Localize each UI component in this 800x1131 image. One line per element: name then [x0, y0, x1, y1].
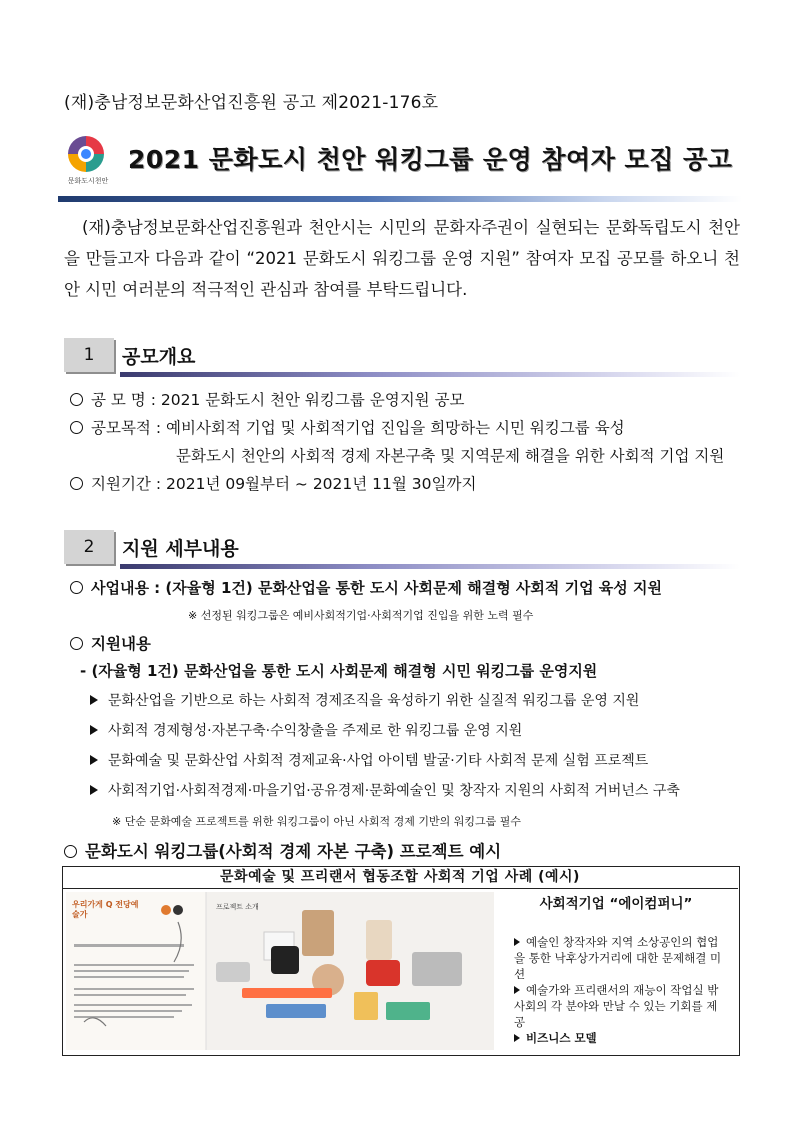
support-subtitle: - (자율형 1건) 문화산업을 통한 도시 사회문제 해결형 시민 워킹그룹 운영지원 — [80, 662, 598, 680]
support-note: ※ 단순 문화예술 프로젝트를 위한 워킹그룹이 아닌 사회적 경제 기반의 워킹그룹 필수 — [112, 815, 521, 828]
support-label: 지원내용 — [91, 635, 151, 653]
section-1-title: 공모개요 — [122, 346, 196, 368]
notice-number: (재)충남정보문화산업진흥원 공고 제2021-176호 — [64, 93, 439, 113]
triangle-bullet-icon — [90, 725, 98, 735]
circle-bullet-icon — [70, 637, 83, 650]
photo-label: 프로젝트 소개 — [216, 903, 259, 911]
side-title: 사회적기업 “에이컴퍼니” — [539, 896, 693, 912]
triangle-bullet-icon — [90, 785, 98, 795]
overview-name-value: : 2021 문화도시 천안 워킹그룹 운영지원 공모 — [150, 391, 465, 409]
example-title: 문화도시 워킹그룹(사회적 경제 자본 구축) 프로젝트 예시 — [85, 842, 502, 861]
section-1-number: 1 — [64, 338, 114, 372]
triangle-bullet-icon — [514, 986, 520, 994]
overview-period-value: : 2021년 09월부터 ~ 2021년 11월 30일까지 — [155, 475, 477, 493]
example-photo — [66, 892, 494, 1050]
example-box-header: 문화예술 및 프리랜서 협동조합 사회적 기업 사례 (예시) — [62, 866, 738, 889]
section-1-bar — [120, 372, 740, 377]
support-row — [70, 632, 151, 654]
example-title-row — [64, 838, 501, 862]
circle-bullet-icon — [70, 421, 83, 434]
triangle-bullet-icon — [514, 1034, 520, 1042]
side-item-2: 예술가와 프리랜서의 재능이 작업실 밖 사회의 각 분야와 만날 수 있는 기회를 제공 — [514, 983, 719, 1029]
overview-purpose-value: : 예비사회적 기업 및 사회적기업 진입을 희망하는 시민 워킹그룹 육성 — [155, 419, 625, 437]
circle-bullet-icon — [64, 845, 77, 858]
support-bullet-4: 사회적기업·사회적경제·마을기업·공유경제·문화예술인 및 창작자 지원의 사회적 거버넌스 구축 — [90, 780, 680, 800]
overview-name-row — [70, 388, 465, 410]
overview-purpose-label: 공모목적 — [91, 419, 151, 437]
side-item-1: 예술인 창작자와 지역 소상공인의 협업을 통한 낙후상가거리에 대한 문제해결 미션 — [514, 935, 722, 981]
triangle-bullet-icon — [90, 695, 98, 705]
circle-bullet-icon — [70, 477, 83, 490]
circle-bullet-icon — [70, 581, 83, 594]
intro-paragraph: (재)충남정보문화산업진흥원과 천안시는 시민의 문화자주권이 실현되는 문화독립도시 천안을 만들고자 다음과 같이 “2021 문화도시 워킹그룹 운영 지원” 참여자 모집 공모를 하오니 천안 시민 여러분의 적극적인 관심과 참여를 부탁드립니다. — [64, 218, 740, 299]
business-text: 사업내용 : (자율형 1건) 문화산업을 통한 도시 사회문제 해결형 사회적 기업 육성 지원 — [91, 579, 662, 597]
logo-caption: 문화도시천안 — [67, 177, 109, 185]
overview-purpose-line2: 문화도시 천안의 사회적 경제 자본구축 및 지역문제 해결을 위한 사회적 기업 지원 — [176, 447, 725, 465]
business-note: ※ 선정된 워킹그룹은 예비사회적기업·사회적기업 진입을 위한 노력 필수 — [188, 609, 534, 622]
title-underline — [58, 196, 742, 202]
section-2-number: 2 — [64, 530, 114, 564]
circle-bullet-icon — [70, 393, 83, 406]
section-2-bar — [120, 564, 740, 569]
photo-brand: 우리가게 Q 전당예술가 — [72, 900, 139, 919]
section-2-title: 지원 세부내용 — [122, 538, 239, 560]
page-title: 2021 문화도시 천안 워킹그룹 운영 참여자 모집 공고 — [128, 145, 733, 174]
triangle-bullet-icon — [514, 938, 520, 946]
side-item-3: 비즈니스 모델 — [514, 1030, 724, 1046]
overview-name-label: 공 모 명 — [91, 391, 146, 409]
support-bullet-1: 문화산업을 기반으로 하는 사회적 경제조직을 육성하기 위한 실질적 워킹그룹 운영 지원 — [90, 690, 639, 710]
triangle-bullet-icon — [90, 755, 98, 765]
overview-period-row — [70, 472, 476, 494]
support-bullet-2: 사회적 경제형성·자본구축·수익창출을 주제로 한 워킹그룹 운영 지원 — [90, 720, 522, 740]
overview-purpose-row — [70, 416, 625, 438]
support-bullet-3: 문화예술 및 문화산업 사회적 경제교육·사업 아이템 발굴·기타 사회적 문제 실험 프로젝트 — [90, 750, 648, 770]
overview-period-label: 지원기간 — [91, 475, 151, 493]
business-row — [70, 577, 662, 598]
